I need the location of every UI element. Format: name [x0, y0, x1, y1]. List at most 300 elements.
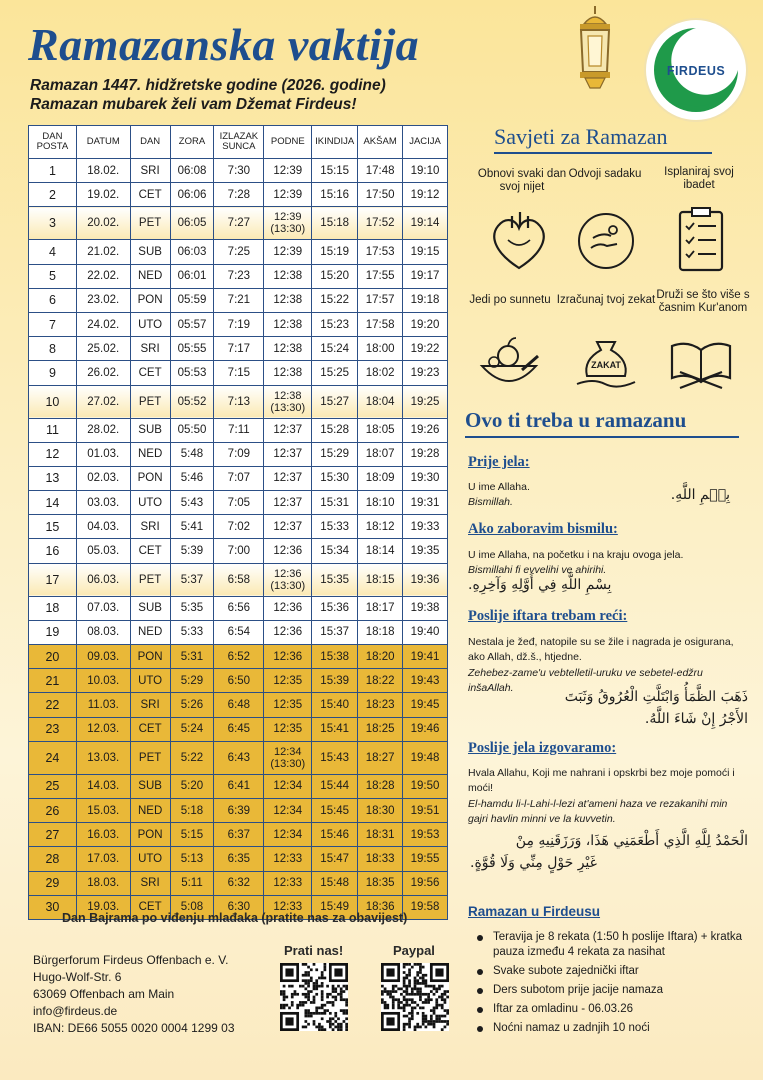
- cell-jacija: 19:50: [403, 774, 448, 798]
- cell-ikindija: 15:19: [312, 240, 358, 264]
- table-row: [29, 288, 448, 312]
- cell-podne: 12:39 (13:30): [264, 207, 312, 240]
- cell-ikindija: 15:41: [312, 717, 358, 741]
- cell-ikindija: 15:49: [312, 895, 358, 919]
- cell-izlazak-sunca: 6:48: [214, 693, 264, 717]
- address-street: Hugo-Wolf-Str. 6: [33, 970, 122, 984]
- cell-podne: 12:38 (13:30): [264, 385, 312, 418]
- cell-izlazak-sunca: 7:30: [214, 159, 264, 183]
- table-row: [29, 596, 448, 620]
- cell-jacija: 19:35: [403, 539, 448, 563]
- cell-dan: CET: [130, 717, 170, 741]
- cell-aksam: 18:15: [358, 563, 403, 596]
- cell-datum: 21.02.: [76, 240, 130, 264]
- cell-jacija: 19:43: [403, 669, 448, 693]
- cell-podne: 12:34: [264, 774, 312, 798]
- table-row: [29, 515, 448, 539]
- cell-zora: 05:59: [170, 288, 214, 312]
- qr-label-paypal: Paypal: [393, 943, 435, 958]
- cell-ikindija: 15:25: [312, 361, 358, 385]
- zakat-bag-icon: [571, 326, 641, 396]
- cell-zora: 06:08: [170, 159, 214, 183]
- address-iban: IBAN: DE66 5055 0020 0004 1299 03: [33, 1021, 235, 1035]
- table-row: [29, 620, 448, 644]
- cell-izlazak-sunca: 6:30: [214, 895, 264, 919]
- cell-ikindija: 15:15: [312, 159, 358, 183]
- cell-dan-posta: 15: [29, 515, 77, 539]
- table-row: [29, 741, 448, 774]
- cell-datum: 04.03.: [76, 515, 130, 539]
- cell-izlazak-sunca: 6:32: [214, 871, 264, 895]
- after-meal-translit: El-hamdu li-l-Lahi-l-lezi at'ameni haza ve rezakanihi min gajri havlin minni ve la kuvvetin.: [468, 798, 728, 825]
- cell-ikindija: 15:31: [312, 491, 358, 515]
- cell-ikindija: 15:20: [312, 264, 358, 288]
- cell-podne: 12:37: [264, 491, 312, 515]
- after-iftar-translit: Zehebez-zame'u vebtelletil-uruku ve sebetel-edžru inšaAllah.: [468, 667, 703, 694]
- table-row: [29, 774, 448, 798]
- cell-podne: 12:37: [264, 442, 312, 466]
- cell-dan: PET: [130, 385, 170, 418]
- cell-aksam: 18:14: [358, 539, 403, 563]
- cell-izlazak-sunca: 7:13: [214, 385, 264, 418]
- table-row: [29, 669, 448, 693]
- cell-dan-posta: 10: [29, 385, 77, 418]
- cell-ikindija: 15:46: [312, 823, 358, 847]
- svg-text:ZAKAT: ZAKAT: [591, 360, 621, 370]
- cell-datum: 10.03.: [76, 669, 130, 693]
- cell-jacija: 19:28: [403, 442, 448, 466]
- cell-datum: 20.02.: [76, 207, 130, 240]
- cell-podne: 12:36: [264, 645, 312, 669]
- cell-datum: 16.03.: [76, 823, 130, 847]
- column-header-dan-posta: DAN POSTA: [29, 126, 77, 159]
- table-row: [29, 312, 448, 336]
- table-row: [29, 159, 448, 183]
- cell-aksam: 17:50: [358, 183, 403, 207]
- cell-dan: SRI: [130, 871, 170, 895]
- cell-dan-posta: 17: [29, 563, 77, 596]
- cell-dan-posta: 2: [29, 183, 77, 207]
- cell-ikindija: 15:45: [312, 798, 358, 822]
- cell-aksam: 18:30: [358, 798, 403, 822]
- table-row: [29, 823, 448, 847]
- cell-izlazak-sunca: 7:17: [214, 337, 264, 361]
- cell-datum: 25.02.: [76, 337, 130, 361]
- qr-code-social-icon[interactable]: [280, 963, 348, 1031]
- cell-ikindija: 15:27: [312, 385, 358, 418]
- cell-podne: 12:35: [264, 717, 312, 741]
- cell-datum: 18.03.: [76, 871, 130, 895]
- cell-datum: 18.02.: [76, 159, 130, 183]
- cell-podne: 12:37: [264, 466, 312, 490]
- subtitle-greeting: Ramazan mubarek želi vam Džemat Firdeus!: [30, 96, 357, 113]
- cell-izlazak-sunca: 6:37: [214, 823, 264, 847]
- cell-jacija: 19:33: [403, 515, 448, 539]
- cell-zora: 5:11: [170, 871, 214, 895]
- column-header-jacija: JACIJA: [403, 126, 448, 159]
- after-iftar-arabic-1: ذَهَبَ الظَّمَأُ وَابْتَلَّتِ الْعُرُوقُ وَثَبَتَ: [564, 689, 748, 705]
- cell-izlazak-sunca: 7:11: [214, 418, 264, 442]
- table-row: [29, 361, 448, 385]
- cell-izlazak-sunca: 7:25: [214, 240, 264, 264]
- cell-zora: 5:48: [170, 442, 214, 466]
- cell-dan-posta: 25: [29, 774, 77, 798]
- cell-aksam: 18:17: [358, 596, 403, 620]
- table-row: [29, 563, 448, 596]
- cell-aksam: 17:48: [358, 159, 403, 183]
- cell-izlazak-sunca: 6:35: [214, 847, 264, 871]
- cell-dan-posta: 4: [29, 240, 77, 264]
- column-header-datum: DATUM: [76, 126, 130, 159]
- table-row: [29, 645, 448, 669]
- cell-aksam: 18:22: [358, 669, 403, 693]
- cell-zora: 5:13: [170, 847, 214, 871]
- cell-podne: 12:37: [264, 515, 312, 539]
- cell-podne: 12:38: [264, 264, 312, 288]
- cell-izlazak-sunca: 6:58: [214, 563, 264, 596]
- cell-izlazak-sunca: 7:21: [214, 288, 264, 312]
- cell-dan: NED: [130, 442, 170, 466]
- cell-dan: SRI: [130, 693, 170, 717]
- cell-aksam: 17:55: [358, 264, 403, 288]
- cell-ikindija: 15:28: [312, 418, 358, 442]
- column-header-zora: ZORA: [170, 126, 214, 159]
- cell-dan: CET: [130, 361, 170, 385]
- cell-jacija: 19:15: [403, 240, 448, 264]
- cell-datum: 02.03.: [76, 466, 130, 490]
- cell-ikindija: 15:43: [312, 741, 358, 774]
- forgot-bismillah-translit: Bismillahi fi evvelihi ve ahirihi.: [468, 564, 607, 576]
- cell-izlazak-sunca: 6:54: [214, 620, 264, 644]
- before-meal-arabic: بِسۡمِ اللَّهِ.: [670, 487, 730, 503]
- cell-datum: 26.02.: [76, 361, 130, 385]
- cell-izlazak-sunca: 6:43: [214, 741, 264, 774]
- cell-datum: 12.03.: [76, 717, 130, 741]
- list-item: Ders subotom prije jacije namaza: [475, 983, 755, 998]
- cell-datum: 08.03.: [76, 620, 130, 644]
- cell-dan-posta: 1: [29, 159, 77, 183]
- cell-jacija: 19:40: [403, 620, 448, 644]
- cell-ikindija: 15:40: [312, 693, 358, 717]
- cell-izlazak-sunca: 7:07: [214, 466, 264, 490]
- cell-aksam: 18:00: [358, 337, 403, 361]
- table-row: [29, 693, 448, 717]
- qr-label-social: Prati nas!: [284, 943, 344, 958]
- cell-dan-posta: 16: [29, 539, 77, 563]
- cell-aksam: 18:10: [358, 491, 403, 515]
- cell-podne: 12:34: [264, 798, 312, 822]
- address-city: 63069 Offenbach am Main: [33, 987, 175, 1001]
- after-meal-arabic-1: الْحَمْدُ لِلَّهِ الَّذِي أَطْعَمَنِي هَذَا، وَرَزَقَنِيهِ مِنْ: [515, 833, 748, 849]
- cell-dan-posta: 30: [29, 895, 77, 919]
- cell-datum: 13.03.: [76, 741, 130, 774]
- tip-sunnet: Jedi po sunnetu: [469, 294, 551, 306]
- cell-datum: 22.02.: [76, 264, 130, 288]
- cell-dan-posta: 6: [29, 288, 77, 312]
- cell-podne: 12:34 (13:30): [264, 741, 312, 774]
- cell-datum: 17.03.: [76, 847, 130, 871]
- after-meal-arabic-2: غَيْرِ حَوْلٍ مِنِّي وَلَا قُوَّةٍ.: [470, 855, 597, 871]
- cell-jacija: 19:53: [403, 823, 448, 847]
- cell-podne: 12:36: [264, 620, 312, 644]
- cell-dan: PON: [130, 288, 170, 312]
- cell-jacija: 19:41: [403, 645, 448, 669]
- cell-podne: 12:35: [264, 693, 312, 717]
- subtitle-year: Ramazan 1447. hidžretske godine (2026. godine): [30, 77, 386, 94]
- cell-jacija: 19:17: [403, 264, 448, 288]
- cell-jacija: 19:18: [403, 288, 448, 312]
- cell-aksam: 18:35: [358, 871, 403, 895]
- cell-datum: 14.03.: [76, 774, 130, 798]
- cell-aksam: 17:57: [358, 288, 403, 312]
- cell-dan-posta: 28: [29, 847, 77, 871]
- dua-section-title: Ovo ti treba u ramazanu: [465, 408, 687, 432]
- heart-icon: [484, 206, 554, 276]
- cell-podne: 12:38: [264, 312, 312, 336]
- cell-jacija: 19:55: [403, 847, 448, 871]
- cell-jacija: 19:38: [403, 596, 448, 620]
- tip-zekat: Izračunaj tvoj zekat: [556, 294, 656, 306]
- table-row: [29, 418, 448, 442]
- cell-jacija: 19:31: [403, 491, 448, 515]
- cell-dan: PON: [130, 466, 170, 490]
- cell-jacija: 19:58: [403, 895, 448, 919]
- qr-code-paypal-icon[interactable]: [381, 963, 449, 1031]
- after-iftar-arabic-2: الأَجْرُ إِنْ شَاءَ اللَّهُ.: [644, 711, 748, 727]
- cell-zora: 5:15: [170, 823, 214, 847]
- cell-ikindija: 15:38: [312, 645, 358, 669]
- table-row: [29, 539, 448, 563]
- cell-aksam: 18:23: [358, 693, 403, 717]
- cell-izlazak-sunca: 7:00: [214, 539, 264, 563]
- cell-ikindija: 15:22: [312, 288, 358, 312]
- cell-dan-posta: 27: [29, 823, 77, 847]
- table-row: [29, 442, 448, 466]
- cell-zora: 5:43: [170, 491, 214, 515]
- cell-aksam: 18:27: [358, 741, 403, 774]
- cell-dan: PET: [130, 741, 170, 774]
- cell-zora: 06:06: [170, 183, 214, 207]
- table-header-row: [29, 126, 448, 159]
- cell-ikindija: 15:16: [312, 183, 358, 207]
- cell-zora: 5:37: [170, 563, 214, 596]
- cell-ikindija: 15:48: [312, 871, 358, 895]
- cell-podne: 12:33: [264, 847, 312, 871]
- cell-podne: 12:33: [264, 895, 312, 919]
- cell-dan: UTO: [130, 669, 170, 693]
- table-row: [29, 207, 448, 240]
- forgot-bismillah-arabic: بِسْمِ اللَّهِ فِي أَوَّلِهِ وَآخِرِهِ.: [468, 577, 612, 593]
- cell-datum: 27.02.: [76, 385, 130, 418]
- cell-aksam: 18:25: [358, 717, 403, 741]
- cell-datum: 11.03.: [76, 693, 130, 717]
- cell-datum: 15.03.: [76, 798, 130, 822]
- cell-jacija: 19:48: [403, 741, 448, 774]
- cell-izlazak-sunca: 7:02: [214, 515, 264, 539]
- cell-dan: CET: [130, 895, 170, 919]
- cell-datum: 05.03.: [76, 539, 130, 563]
- cell-jacija: 19:10: [403, 159, 448, 183]
- cell-datum: 28.02.: [76, 418, 130, 442]
- cell-izlazak-sunca: 7:27: [214, 207, 264, 240]
- cell-izlazak-sunca: 6:41: [214, 774, 264, 798]
- cell-zora: 5:33: [170, 620, 214, 644]
- cell-dan-posta: 13: [29, 466, 77, 490]
- cell-aksam: 18:36: [358, 895, 403, 919]
- table-row: [29, 337, 448, 361]
- cell-dan: SUB: [130, 418, 170, 442]
- column-header-aksam: AKŠAM: [358, 126, 403, 159]
- cell-aksam: 17:58: [358, 312, 403, 336]
- cell-zora: 5:08: [170, 895, 214, 919]
- cell-dan: UTO: [130, 491, 170, 515]
- cell-dan: PET: [130, 207, 170, 240]
- cell-dan: PET: [130, 563, 170, 596]
- column-header-podne: PODNE: [264, 126, 312, 159]
- cell-podne: 12:35: [264, 669, 312, 693]
- cell-datum: 19.03.: [76, 895, 130, 919]
- cell-dan: UTO: [130, 312, 170, 336]
- cell-dan: UTO: [130, 847, 170, 871]
- cell-zora: 05:53: [170, 361, 214, 385]
- after-iftar-heading: Poslije iftara trebam reći:: [468, 608, 628, 624]
- cell-datum: 24.02.: [76, 312, 130, 336]
- cell-aksam: 18:02: [358, 361, 403, 385]
- forgot-bismillah-heading: Ako zaboravim bismilu:: [468, 521, 618, 537]
- cell-zora: 5:35: [170, 596, 214, 620]
- cell-jacija: 19:51: [403, 798, 448, 822]
- tip-sadaka: Odvoji sadaku: [568, 168, 642, 180]
- cell-ikindija: 15:23: [312, 312, 358, 336]
- tip-nijet: Obnovi svaki dan svoj nijet: [477, 168, 567, 193]
- column-header-izlazak-sunca: IZLAZAK SUNCA: [214, 126, 264, 159]
- cell-izlazak-sunca: 7:28: [214, 183, 264, 207]
- cell-dan: SRI: [130, 337, 170, 361]
- cell-zora: 05:52: [170, 385, 214, 418]
- cell-ikindija: 15:47: [312, 847, 358, 871]
- cell-ikindija: 15:44: [312, 774, 358, 798]
- cell-dan: NED: [130, 798, 170, 822]
- cell-izlazak-sunca: 7:15: [214, 361, 264, 385]
- cell-dan-posta: 24: [29, 741, 77, 774]
- cell-izlazak-sunca: 7:09: [214, 442, 264, 466]
- cell-jacija: 19:20: [403, 312, 448, 336]
- bajram-note: Dan Bajrama po viđenju mlađaka (pratite nas za obavijest): [62, 911, 408, 925]
- page-title: Ramazanska vaktija: [28, 19, 420, 70]
- cell-aksam: 18:20: [358, 645, 403, 669]
- cell-zora: 5:31: [170, 645, 214, 669]
- cell-aksam: 18:18: [358, 620, 403, 644]
- cell-izlazak-sunca: 6:56: [214, 596, 264, 620]
- cell-podne: 12:38: [264, 288, 312, 312]
- cell-jacija: 19:56: [403, 871, 448, 895]
- cell-datum: 23.02.: [76, 288, 130, 312]
- tips-title: Savjeti za Ramazan: [494, 124, 668, 149]
- cell-izlazak-sunca: 6:50: [214, 669, 264, 693]
- cell-jacija: 19:25: [403, 385, 448, 418]
- cell-dan: CET: [130, 539, 170, 563]
- cell-dan-posta: 12: [29, 442, 77, 466]
- cell-aksam: 18:04: [358, 385, 403, 418]
- cell-jacija: 19:46: [403, 717, 448, 741]
- cell-dan: NED: [130, 620, 170, 644]
- cell-aksam: 18:28: [358, 774, 403, 798]
- list-item: Svake subote zajednički iftar: [475, 964, 755, 979]
- cell-datum: 09.03.: [76, 645, 130, 669]
- cell-izlazak-sunca: 7:05: [214, 491, 264, 515]
- address-email[interactable]: info@firdeus.de: [33, 1004, 118, 1018]
- cell-aksam: 17:52: [358, 207, 403, 240]
- cell-dan-posta: 29: [29, 871, 77, 895]
- table-row: [29, 385, 448, 418]
- cell-podne: 12:34: [264, 823, 312, 847]
- cell-podne: 12:39: [264, 240, 312, 264]
- before-meal-translit: Bismillah.: [468, 496, 513, 508]
- cell-zora: 5:18: [170, 798, 214, 822]
- cell-podne: 12:36: [264, 596, 312, 620]
- column-header-ikindija: IKINDIJA: [312, 126, 358, 159]
- cell-podne: 12:39: [264, 183, 312, 207]
- cell-ikindija: 15:35: [312, 563, 358, 596]
- list-item: Teravija je 8 rekata (1:50 h poslije Iftara) + kratka pauza između 4 rekata za nasihat: [475, 930, 755, 960]
- table-row: [29, 798, 448, 822]
- cell-podne: 12:37: [264, 418, 312, 442]
- cell-zora: 05:55: [170, 337, 214, 361]
- cell-zora: 5:41: [170, 515, 214, 539]
- cell-aksam: 18:07: [358, 442, 403, 466]
- after-iftar-text: Nestala je žeđ, natopile su se žile i nagrada je osigurana, ako Allah, dž.š., htjedne.: [468, 636, 734, 663]
- cell-dan-posta: 11: [29, 418, 77, 442]
- table-row: [29, 871, 448, 895]
- cell-aksam: 18:05: [358, 418, 403, 442]
- before-meal-text: U ime Allaha.: [468, 481, 530, 493]
- cell-dan-posta: 7: [29, 312, 77, 336]
- table-row: [29, 717, 448, 741]
- forgot-bismillah-text: U ime Allaha, na početku i na kraju ovoga jela.: [468, 549, 684, 561]
- address-org: Bürgerforum Firdeus Offenbach e. V.: [33, 953, 229, 967]
- cell-zora: 5:46: [170, 466, 214, 490]
- cell-jacija: 19:23: [403, 361, 448, 385]
- tips-title-underline: [494, 152, 712, 154]
- vaktija-table: [28, 125, 448, 920]
- cell-dan: SUB: [130, 774, 170, 798]
- cell-dan: SRI: [130, 515, 170, 539]
- cell-ikindija: 15:30: [312, 466, 358, 490]
- cell-zora: 5:20: [170, 774, 214, 798]
- cell-ikindija: 15:37: [312, 620, 358, 644]
- cell-dan-posta: 18: [29, 596, 77, 620]
- cell-dan: SRI: [130, 159, 170, 183]
- fruit-bowl-icon: [474, 326, 544, 396]
- cell-jacija: 19:36: [403, 563, 448, 596]
- cell-dan: CET: [130, 183, 170, 207]
- cell-podne: 12:38: [264, 361, 312, 385]
- cell-jacija: 19:12: [403, 183, 448, 207]
- cell-dan: SUB: [130, 240, 170, 264]
- charity-hands-icon: [571, 206, 641, 276]
- cell-dan-posta: 22: [29, 693, 77, 717]
- firdeus-logo: [646, 20, 746, 120]
- cell-zora: 06:05: [170, 207, 214, 240]
- cell-zora: 05:57: [170, 312, 214, 336]
- cell-datum: 01.03.: [76, 442, 130, 466]
- cell-dan-posta: 21: [29, 669, 77, 693]
- cell-ikindija: 15:36: [312, 596, 358, 620]
- firdeus-program-list: [475, 930, 755, 1040]
- cell-jacija: 19:45: [403, 693, 448, 717]
- cell-izlazak-sunca: 7:19: [214, 312, 264, 336]
- cell-dan-posta: 9: [29, 361, 77, 385]
